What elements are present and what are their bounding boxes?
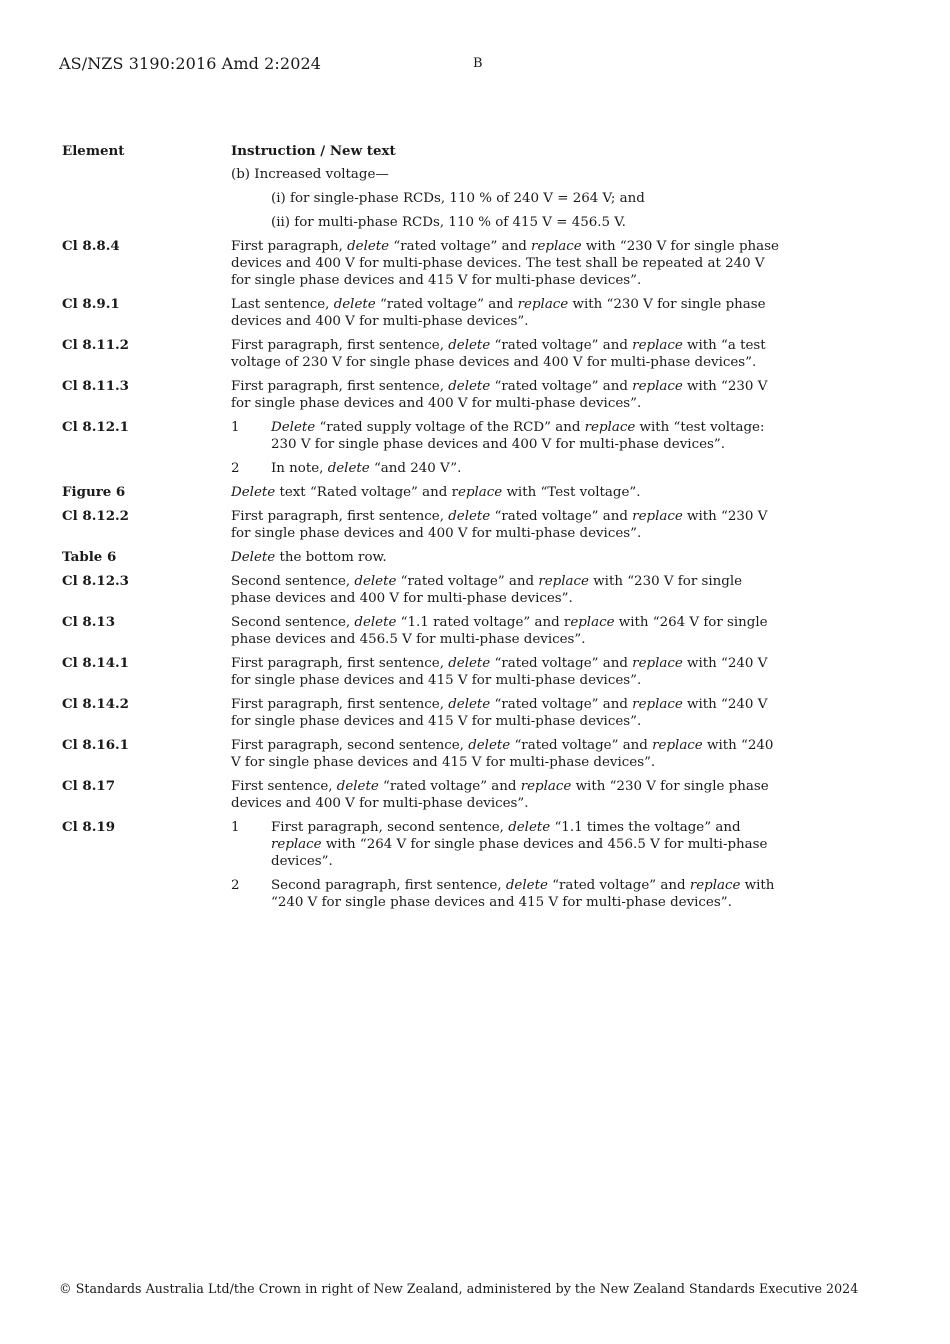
row-instruction: Delete the bottom row. xyxy=(231,550,387,565)
item-text: In note, delete “and 240 V”. xyxy=(271,461,462,476)
row-instruction: First paragraph, first sentence, delete “rated voltage” and replace with “240 V for single phase devices and 415 V for multi-phase devices”. xyxy=(231,697,768,729)
table-row xyxy=(62,484,782,501)
row-element: Cl 8.11.3 xyxy=(62,378,129,394)
row-instruction: First paragraph, first sentence, delete “rated voltage” and replace with “230 V for single phase devices and 400 V for multi-phase devices”. xyxy=(231,509,768,541)
row-instruction xyxy=(231,419,781,477)
row-instruction: Second sentence, delete “rated voltage” and replace with “230 V for single phase devices and 400 V for multi-phase devices”. xyxy=(231,574,743,606)
row-element: Figure 6 xyxy=(62,484,126,500)
table-row xyxy=(62,296,782,330)
row-instruction: First paragraph, second sentence, delete “rated voltage” and replace with “240 V for single phase devices and 415 V for multi-phase devices”. xyxy=(231,738,774,770)
row-instruction: First paragraph, first sentence, delete “rated voltage” and replace with “a test voltage of 230 V for single phase devices and 400 V for multi-phase devices”. xyxy=(231,338,766,370)
standard-designation: AS/NZS 3190:2016 Amd 2:2024 xyxy=(59,54,322,73)
row-instruction xyxy=(231,819,781,911)
table-row xyxy=(62,378,782,412)
row-element: Cl 8.17 xyxy=(62,778,116,794)
row-instruction: First paragraph, delete “rated voltage” and replace with “230 V for single phase devices and 400 V for multi-phase devices. The test shall be repeated at 240 V for single phase devices and 415 V for multi-phase devices”. xyxy=(231,239,779,288)
row-element: Cl 8.8.4 xyxy=(62,238,120,254)
sub-item: (i) for single-phase RCDs, 110 % of 240 V = 264 V; and xyxy=(271,191,645,206)
item-number: 2 xyxy=(231,878,240,893)
sub-item: (ii) for multi-phase RCDs, 110 % of 415 V = 456.5 V. xyxy=(271,215,626,230)
table-row xyxy=(62,614,782,648)
item-text: Delete “rated supply voltage of the RCD” and replace with “test voltage: 230 V for single phase devices and 400 V for multi-phase devices”. xyxy=(271,420,765,452)
numbered-item xyxy=(231,819,781,870)
row-element: Table 6 xyxy=(62,549,117,565)
table-row xyxy=(62,549,782,566)
row-instruction: Last sentence, delete “rated voltage” and replace with “230 V for single phase devices and 400 V for multi-phase devices”. xyxy=(231,297,766,329)
table-row xyxy=(62,166,782,231)
row-element: Cl 8.16.1 xyxy=(62,737,129,753)
row-element xyxy=(62,166,231,231)
item-number: 1 xyxy=(231,820,240,835)
table-row xyxy=(62,819,782,911)
row-element: Cl 8.19 xyxy=(62,819,116,835)
item-text: Second paragraph, first sentence, delete “rated voltage” and replace with “240 V for single phase devices and 415 V for multi-phase devices”. xyxy=(271,878,775,910)
row-element: Cl 8.14.1 xyxy=(62,655,129,671)
table-row xyxy=(62,573,782,607)
copyright-footer: © Standards Australia Ltd/the Crown in right of New Zealand, administered by the New Zealand Standards Executive 2024 xyxy=(59,1281,859,1296)
item-number: 1 xyxy=(231,420,240,435)
table-row xyxy=(62,737,782,771)
row-instruction: Delete text “Rated voltage” and replace with “Test voltage”. xyxy=(231,485,641,500)
row-element: Cl 8.14.2 xyxy=(62,696,129,712)
table-row xyxy=(62,419,782,477)
numbered-item xyxy=(231,460,781,477)
item-text: First paragraph, second sentence, delete “1.1 times the voltage” and replace with “264 V for single phase devices and 456.5 V for multi-phase devices”. xyxy=(271,820,768,869)
table-row xyxy=(62,655,782,689)
row-element: Cl 8.13 xyxy=(62,614,116,630)
row-instruction: First sentence, delete “rated voltage” and replace with “230 V for single phase devices and 400 V for multi-phase devices”. xyxy=(231,779,769,811)
table-row xyxy=(62,508,782,542)
table-row xyxy=(62,337,782,371)
table-row xyxy=(62,778,782,812)
table-row xyxy=(62,696,782,730)
row-instruction: First paragraph, first sentence, delete “rated voltage” and replace with “240 V for single phase devices and 415 V for multi-phase devices”. xyxy=(231,656,768,688)
row-instruction: First paragraph, first sentence, delete “rated voltage” and replace with “230 V for single phase devices and 400 V for multi-phase devices”. xyxy=(231,379,768,411)
table-row xyxy=(62,238,782,289)
instruction-text: (b) Increased voltage— xyxy=(231,167,389,182)
row-element: Cl 8.9.1 xyxy=(62,296,120,312)
column-header-element: Element xyxy=(62,143,125,159)
row-element: Cl 8.12.1 xyxy=(62,419,129,435)
row-instruction xyxy=(231,166,781,231)
row-element: Cl 8.12.3 xyxy=(62,573,129,589)
row-element: Cl 8.11.2 xyxy=(62,337,129,353)
table-header-row xyxy=(62,143,782,160)
numbered-item xyxy=(231,419,781,453)
row-instruction: Second sentence, delete “1.1 rated voltage” and replace with “264 V for single phase devices and 456.5 V for multi-phase devices”. xyxy=(231,615,768,647)
amendment-table xyxy=(62,143,782,918)
item-number: 2 xyxy=(231,461,240,476)
page-letter: B xyxy=(473,56,483,71)
column-header-instruction: Instruction / New text xyxy=(231,143,396,159)
numbered-item xyxy=(231,877,781,911)
row-element: Cl 8.12.2 xyxy=(62,508,129,524)
